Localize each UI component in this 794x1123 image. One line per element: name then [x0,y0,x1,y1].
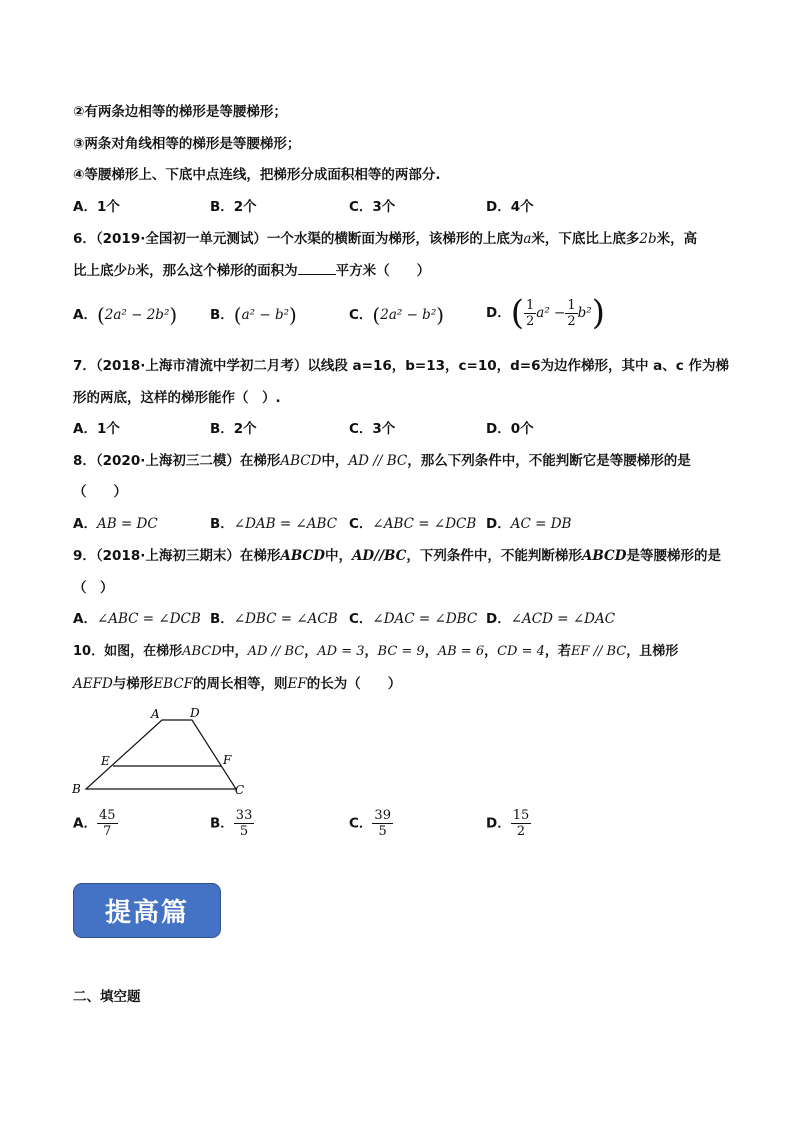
q10-text-5: 与梯形 [112,676,154,692]
q6-option-d[interactable]: D．( $\frac{1}{2}$ a² − $\frac{1}{2}$ b²) [486,293,605,333]
label-c: C [235,783,245,797]
q7-option-d[interactable]: D．0个 [486,421,534,437]
q10-text-4: ，且梯形 [626,644,679,659]
q10-text-6: 的周长相等，则 [193,676,288,692]
q10-text-1: 10．如图，在梯形 [73,644,183,659]
q9-option-d[interactable] [486,610,615,628]
q7-option-b[interactable]: B．2个 [210,421,257,437]
q5-option-b[interactable]: B．2个 [210,199,257,215]
q8-option-b[interactable] [210,515,337,533]
q9-option-b-expr: ∠DBC = ∠ACB [233,611,338,627]
q10-math-abcd: ABCD [182,644,222,659]
q8-text-3: ，那么下列条件中，不能判断它是等腰梯形的是 [407,453,691,469]
q10-option-d-fraction: $\frac{15}{2}$ [512,808,530,839]
q6-text-1: 6．（2019·全国初一单元测试）一个水渠的横断面为梯形，该梯形的上底为 [73,231,524,247]
statement-2: ②有两条边相等的梯形是等腰梯形； [73,104,287,120]
q8-stem-line1 [73,452,691,470]
q9-stem-line2: （ ） [73,580,114,596]
q7-stem-line2: 形的两底，这样的梯形能作（ ）. [73,390,281,406]
label-a: A [151,707,160,721]
q9-text-1: 9．（2018·上海初三期末）在梯形 [73,548,281,564]
q10-math-aefd: AEFD [73,676,113,692]
q6-option-b[interactable]: B．(a² − b²) [210,303,297,327]
q10-math-ad-bc: AD // BC [247,644,305,659]
q10-math-cd4: CD = 4 [497,644,545,659]
q10-comma-3: ， [424,644,438,659]
q8-math-abcd: ABCD [280,453,322,469]
q8-option-d[interactable] [486,515,571,533]
q6-text-4: 比上底少 [73,263,127,279]
q9-option-a[interactable] [73,610,201,628]
q10-option-b-fraction: $\frac{33}{5}$ [235,808,253,839]
q8-text-2: 中， [321,453,349,469]
q6-text-6: 平方米（ ） [335,263,431,279]
q10-math-ab6: AB = 6 [437,644,485,659]
q10-text-7: 的长为（ ） [306,676,402,692]
q9-option-c-label: C． [349,611,373,627]
q6-option-c-label: C． [349,307,373,323]
q6-option-c-expr: 2a² − b² [380,307,437,323]
q6-option-c[interactable]: C．(2a² − b²) [349,303,445,327]
q10-math-ef: EF [287,676,307,692]
q9-option-a-label: A． [73,611,97,627]
label-b: B [72,782,81,796]
q8-option-d-expr: AC = DB [510,516,572,532]
q10-option-b[interactable] [210,808,254,839]
q9-option-d-expr: ∠ACD = ∠DAC [510,611,616,627]
q10-comma-4: ， [484,644,498,659]
fraction-half-2: $\frac{1}{2}$ [567,297,576,329]
q6-text-5: 米，那么这个梯形的面积为 [135,263,298,279]
q10-option-a-fraction: $\frac{45}{7}$ [98,808,116,839]
answer-blank [298,262,336,275]
q10-option-d[interactable] [486,808,531,839]
q6-text-2: 米，下底比上底多 [531,231,640,247]
label-e: E [101,754,110,768]
q8-stem-line2: （ ） [73,484,127,500]
q10-option-d-label: D． [486,815,511,832]
q9-option-b[interactable] [210,610,338,628]
banner-title: 提高篇 [104,898,189,928]
q7-stem-line1: 7．（2018·上海市清流中学初二月考）以线段 a=16，b=13，c=10，d=6为边作梯形，其中 a、c 作为梯 [73,358,729,374]
q10-math-ef-bc: EF // BC [570,644,627,659]
q9-text-2: 中， [324,548,352,564]
q6-option-a-label: A． [73,307,97,323]
q10-option-a[interactable] [73,808,118,839]
q10-comma-2: ， [364,644,378,659]
q6-var-2b: 2b [639,231,657,247]
q9-option-a-expr: ∠ABC = ∠DCB [96,611,201,627]
statement-4: ④等腰梯形上、下底中点连线，把梯形分成面积相等的两部分. [73,167,441,183]
q9-option-b-label: B． [210,611,234,627]
q10-option-c-label: C． [349,815,373,832]
q6-var-b: b [127,263,136,279]
q10-text-3: ，若 [544,644,571,659]
q6-text-3: 米，高 [656,231,698,247]
q9-stem-line1 [73,547,721,565]
statement-3: ③两条对角线相等的梯形是等腰梯形； [73,136,301,152]
q10-option-b-label: B． [210,815,234,832]
q10-stem-line2 [73,675,401,693]
q6-stem-line1 [73,230,697,248]
q6-option-b-label: B． [210,307,234,323]
q6-option-a[interactable]: A．(2a² − 2b²) [73,303,178,327]
q10-comma-1: ， [304,644,318,659]
q6-var-a: a [523,231,532,247]
q8-option-c[interactable] [349,515,476,533]
q9-option-c[interactable] [349,610,477,628]
q5-option-a[interactable]: A．1个 [73,199,120,215]
q6-option-b-expr: a² − b² [241,307,290,323]
q6-option-d-b2: b² [577,305,592,321]
q9-math-abcd: ABCD [280,548,325,564]
q8-option-b-label: B． [210,516,234,532]
q5-option-c[interactable]: C．3个 [349,199,396,215]
label-f: F [223,753,232,767]
q10-math-ad3: AD = 3 [317,644,365,659]
fraction-half-1: $\frac{1}{2}$ [525,297,535,329]
q8-option-b-expr: ∠DAB = ∠ABC [233,516,338,532]
q7-option-c[interactable]: C．3个 [349,421,396,437]
q9-math-ad-bc: AD//BC [351,548,407,564]
q9-option-c-expr: ∠DAC = ∠DBC [372,611,478,627]
q8-option-d-label: D． [486,516,511,532]
label-d: D [190,706,200,720]
q10-option-c[interactable] [349,808,393,839]
q10-stem-line1 [73,643,678,661]
trapezoid-figure [66,703,256,803]
section-banner [73,883,221,938]
q9-text-3: ，下列条件中，不能判断梯形 [406,548,582,564]
q6-option-d-label: D． [486,305,511,321]
q5-option-d[interactable]: D．4个 [486,199,534,215]
q10-math-bc9: BC = 9 [377,644,425,659]
q6-stem-line2 [73,262,430,280]
q8-option-a-label: A． [73,516,97,532]
q6-option-d-a2: a² − [536,305,566,321]
q8-option-a-expr: AB = DC [96,516,158,532]
q8-math-ad-bc: AD // BC [348,453,408,469]
q10-option-c-fraction: $\frac{39}{5}$ [374,808,391,839]
section-heading-fill-blank: 二、填空题 [73,989,141,1005]
q8-option-a[interactable] [73,515,158,533]
q7-option-a[interactable]: A．1个 [73,421,120,437]
q10-text-2: 中， [221,644,248,659]
q8-option-c-expr: ∠ABC = ∠DCB [372,516,477,532]
q10-math-ebcf: EBCF [153,676,194,692]
q10-option-a-label: A． [73,815,97,832]
q9-option-d-label: D． [486,611,511,627]
q9-math-abcd-2: ABCD [581,548,627,564]
q9-text-4: 是等腰梯形的是 [626,548,721,564]
q6-option-a-expr: 2a² − 2b² [104,307,170,323]
q8-text-1: 8．（2020·上海初三二模）在梯形 [73,453,281,469]
q8-option-c-label: C． [349,516,373,532]
